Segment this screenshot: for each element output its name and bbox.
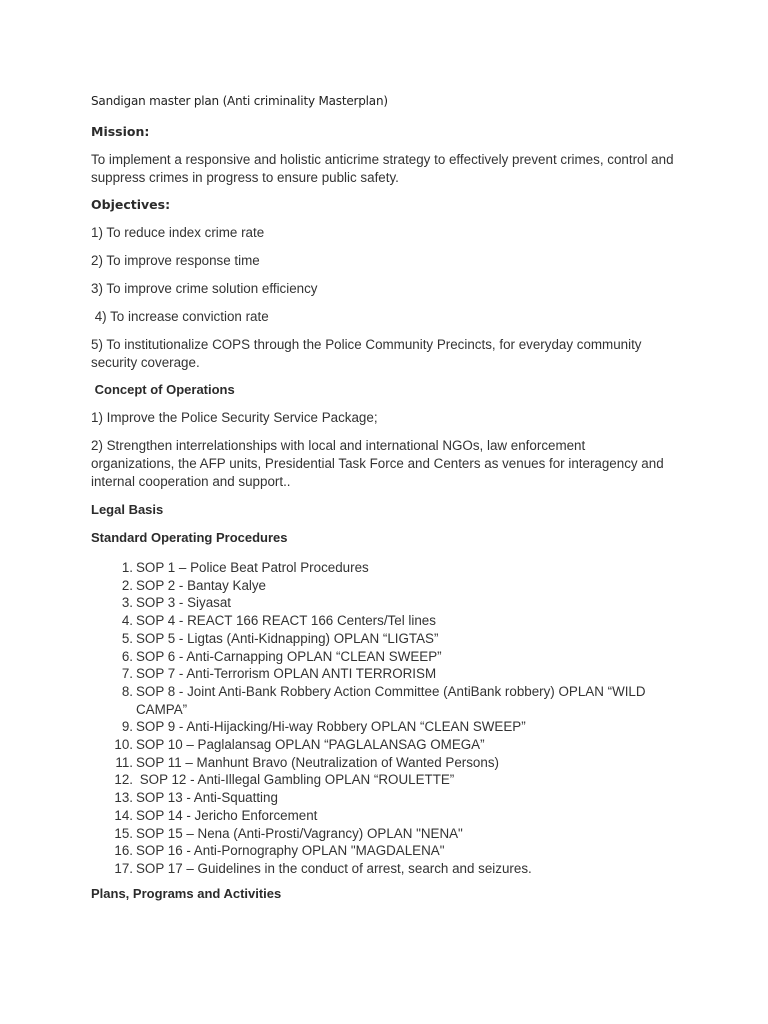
sop-number: 2. — [121, 577, 133, 593]
sop-number: 5. — [121, 630, 133, 646]
sop-number: 3. — [121, 595, 133, 611]
sop-number: 1. — [121, 560, 133, 575]
sop-list-item — [91, 559, 681, 577]
sop-text: SOP 12 - Anti-Illegal Gambling OPLAN “ROULETTE” — [136, 772, 455, 788]
plans-heading: Plans, Programs and Activities — [91, 886, 282, 901]
sop-number: 8. — [121, 683, 133, 699]
legal-basis-heading: Legal Basis — [91, 502, 164, 517]
sop-number: 11. — [115, 754, 133, 770]
sop-list-item — [91, 630, 681, 648]
sop-text: SOP 13 - Anti-Squatting — [136, 790, 278, 806]
sop-list-item — [91, 842, 681, 860]
sop-list-item — [91, 825, 681, 843]
concept-item: 2) Strengthen interrelationships with local and international NGOs, law enforcement organizations, the AFP units, Presidential Task Force and Centers as venues for interagency and internal cooperation and support.. — [91, 438, 664, 489]
sop-list-item — [91, 860, 681, 878]
sop-list-item — [91, 577, 681, 595]
concept-item: 1) Improve the Police Security Service Package; — [91, 410, 378, 425]
sop-number: 9. — [121, 719, 133, 735]
sop-text: SOP 1 – Police Beat Patrol Procedures — [136, 560, 369, 575]
sop-list — [91, 559, 681, 878]
sop-text: SOP 2 - Bantay Kalye — [136, 577, 267, 593]
sop-number: 13. — [114, 790, 133, 806]
sop-number: 17. — [114, 860, 133, 876]
sop-heading: Standard Operating Procedures — [91, 530, 288, 545]
sop-list-item — [91, 683, 681, 718]
objective-item: 1) To reduce index crime rate — [91, 225, 265, 240]
document-title: Sandigan master plan (Anti criminality Masterplan) — [91, 94, 388, 108]
sop-text: SOP 8 - Joint Anti-Bank Robbery Action Committee (AntiBank robbery) OPLAN “WILD CAMPA” — [136, 683, 646, 717]
objective-item: 4) To increase conviction rate — [91, 309, 269, 324]
sop-number: 16. — [114, 843, 133, 859]
sop-text: SOP 6 - Anti-Carnapping OPLAN “CLEAN SWEEP” — [136, 648, 442, 664]
sop-list-item — [91, 718, 681, 736]
sop-text: SOP 11 – Manhunt Bravo (Neutralization of Wanted Persons) — [136, 754, 499, 770]
sop-list-item — [91, 648, 681, 666]
sop-number: 7. — [121, 666, 133, 682]
sop-number: 4. — [121, 613, 133, 629]
objective-item: 5) To institutionalize COPS through the Police Community Precincts, for everyday community security coverage. — [91, 337, 642, 370]
sop-list-item — [91, 612, 681, 630]
sop-text: SOP 9 - Anti-Hijacking/Hi-way Robbery OPLAN “CLEAN SWEEP” — [136, 719, 526, 735]
sop-number: 15. — [114, 825, 133, 841]
sop-text: SOP 7 - Anti-Terrorism OPLAN ANTI TERRORISM — [136, 666, 437, 682]
sop-text: SOP 10 – Paglalansag OPLAN “PAGLALANSAG OMEGA” — [136, 737, 485, 753]
objective-item: 2) To improve response time — [91, 253, 260, 268]
sop-list-item — [91, 594, 681, 612]
sop-number: 6. — [121, 648, 133, 664]
sop-list-item — [91, 807, 681, 825]
sop-list-item — [91, 736, 681, 754]
sop-text: SOP 4 - REACT 166 REACT 166 Centers/Tel lines — [136, 613, 436, 629]
objective-item: 3) To improve crime solution efficiency — [91, 281, 318, 296]
objectives-heading: Objectives: — [91, 197, 171, 212]
sop-text: SOP 14 - Jericho Enforcement — [136, 807, 318, 823]
sop-list-item — [91, 771, 681, 789]
concept-heading: Concept of Operations — [91, 382, 235, 397]
sop-list-item — [91, 754, 681, 772]
sop-text: SOP 5 - Ligtas (Anti-Kidnapping) OPLAN “LIGTAS” — [136, 630, 439, 646]
sop-list-item — [91, 789, 681, 807]
sop-text: SOP 17 – Guidelines in the conduct of arrest, search and seizures. — [136, 860, 532, 876]
sop-list-item — [91, 665, 681, 683]
mission-heading: Mission: — [91, 124, 150, 139]
mission-text: To implement a responsive and holistic anticrime strategy to effectively prevent crimes, control and suppress crimes in progress to ensure public safety. — [91, 152, 674, 185]
sop-number: 12. — [114, 772, 133, 788]
sop-number: 10. — [114, 737, 133, 753]
sop-number: 14. — [114, 807, 133, 823]
sop-text: SOP 16 - Anti-Pornography OPLAN "MAGDALENA" — [136, 843, 445, 859]
sop-text: SOP 15 – Nena (Anti-Prosti/Vagrancy) OPLAN "NENA" — [136, 825, 463, 841]
sop-text: SOP 3 - Siyasat — [136, 595, 232, 611]
